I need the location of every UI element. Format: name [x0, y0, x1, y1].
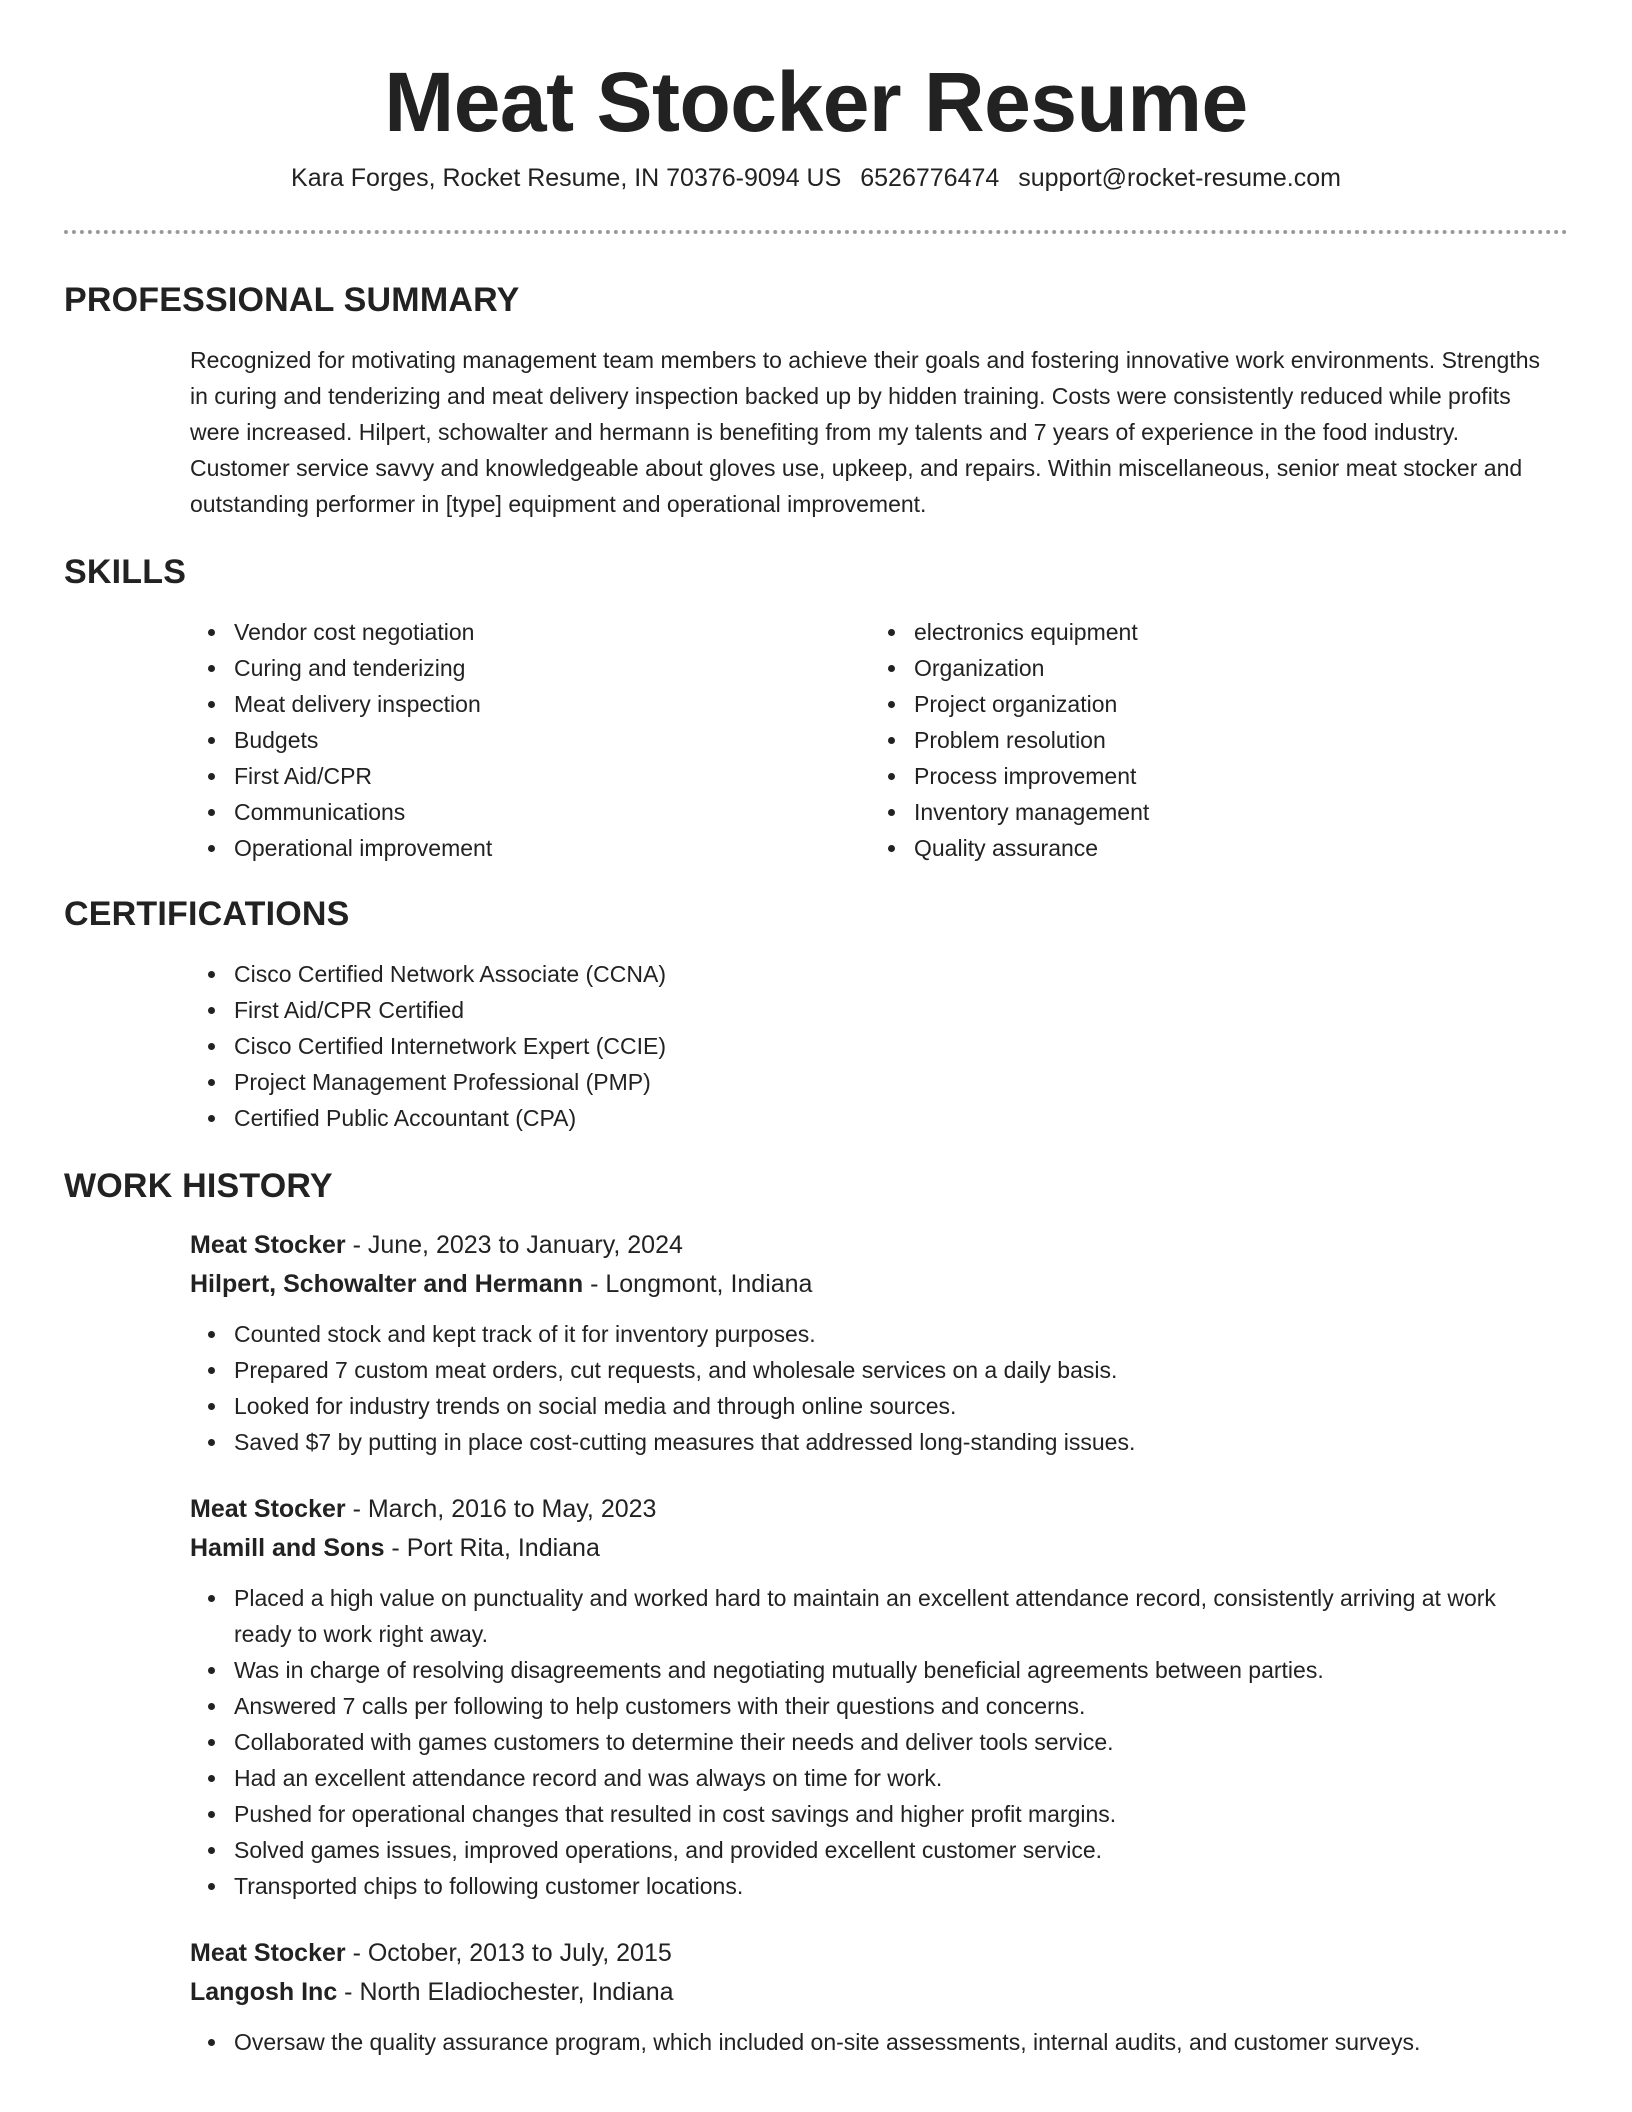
certifications-list	[64, 956, 1568, 1136]
job-duty: Was in charge of resolving disagreements and negotiating mutually beneficial agreements between parties.	[190, 1652, 1548, 1688]
job-duties	[190, 1580, 1568, 1904]
skills-heading: SKILLS	[64, 553, 187, 591]
job-title: Meat Stocker	[190, 1495, 346, 1523]
job-location: - Port Rita, Indiana	[384, 1534, 600, 1562]
work-history-heading: WORK HISTORY	[64, 1167, 333, 1205]
contact-address: Kara Forges, Rocket Resume, IN 70376-9094 US	[291, 164, 842, 192]
certification-item: Certified Public Accountant (CPA)	[190, 1100, 1568, 1136]
job-title-line	[190, 1226, 1568, 1265]
job-company: Langosh Inc	[190, 1978, 338, 2006]
skill-item: Quality assurance	[870, 830, 1550, 866]
certification-item: Cisco Certified Internetwork Expert (CCIE)	[190, 1028, 1568, 1064]
job-duty: Collaborated with games customers to determine their needs and deliver tools service.	[190, 1724, 1548, 1760]
skill-item: Budgets	[190, 722, 870, 758]
skill-item: Organization	[870, 650, 1550, 686]
job-title-line	[190, 1934, 1568, 1973]
job-location: - North Eladiochester, Indiana	[337, 1978, 674, 2006]
resume-title: Meat Stocker Resume	[384, 55, 1248, 149]
skills-column-right	[870, 614, 1550, 866]
job-duty: Saved $7 by putting in place cost-cutting measures that addressed long-standing issues.	[190, 1424, 1568, 1460]
job-title: Meat Stocker	[190, 1231, 346, 1259]
job-duties	[190, 2024, 1568, 2060]
job-company: Hilpert, Schowalter and Hermann	[190, 1270, 584, 1298]
job-dates: - June, 2023 to January, 2024	[345, 1231, 683, 1259]
skill-item: Operational improvement	[190, 830, 870, 866]
job-title-line	[190, 1490, 1568, 1529]
skill-item: Curing and tenderizing	[190, 650, 870, 686]
job-duty: Transported chips to following customer locations.	[190, 1868, 1548, 1904]
job-company-line	[190, 1265, 1568, 1304]
certifications-heading: CERTIFICATIONS	[64, 895, 350, 933]
skill-item: Problem resolution	[870, 722, 1550, 758]
job-company-line	[190, 1529, 1568, 1568]
job-duty: Pushed for operational changes that resulted in cost savings and higher profit margins.	[190, 1796, 1548, 1832]
job-company: Hamill and Sons	[190, 1534, 385, 1562]
skill-item: Inventory management	[870, 794, 1550, 830]
summary-text: Recognized for motivating management team members to achieve their goals and fostering innovative work environments. Strengths in curing and tenderizing and meat delivery inspection backed up by hidden training. Costs were consistently reduced while profits were increased. Hilpert, schowalter and hermann is benefiting from my talents and 7 years of experience in the food industry. Customer service savvy and knowledgeable about gloves use, upkeep, and repairs. Within miscellaneous, senior meat stocker and outstanding performer in [type] equipment and operational improvement.	[190, 347, 1541, 517]
job-location: - Longmont, Indiana	[583, 1270, 813, 1298]
job-duty: Solved games issues, improved operations, and provided excellent customer service.	[190, 1832, 1548, 1868]
job-entry	[64, 1934, 1568, 2060]
job-duty: Had an excellent attendance record and was always on time for work.	[190, 1760, 1548, 1796]
skills-column-left	[190, 614, 870, 866]
job-entry	[64, 1226, 1568, 1460]
contact-line	[64, 160, 1568, 196]
skills-list	[64, 614, 1568, 866]
contact-email: support@rocket-resume.com	[1018, 164, 1341, 192]
skill-item: Communications	[190, 794, 870, 830]
skill-item: First Aid/CPR	[190, 758, 870, 794]
contact-phone: 6526776474	[860, 164, 1000, 192]
job-duties	[190, 1316, 1568, 1460]
skill-item: Meat delivery inspection	[190, 686, 870, 722]
skill-item: Vendor cost negotiation	[190, 614, 870, 650]
job-duty: Oversaw the quality assurance program, which included on-site assessments, internal audits, and customer surveys.	[190, 2024, 1568, 2060]
job-duty: Prepared 7 custom meat orders, cut requests, and wholesale services on a daily basis.	[190, 1352, 1568, 1388]
header-divider	[64, 230, 1568, 234]
skill-item: Process improvement	[870, 758, 1550, 794]
summary-heading: PROFESSIONAL SUMMARY	[64, 281, 520, 319]
job-dates: - October, 2013 to July, 2015	[345, 1939, 672, 1967]
job-duty: Looked for industry trends on social media and through online sources.	[190, 1388, 1568, 1424]
job-company-line	[190, 1973, 1568, 2012]
certification-item: First Aid/CPR Certified	[190, 992, 1568, 1028]
job-duty: Answered 7 calls per following to help customers with their questions and concerns.	[190, 1688, 1548, 1724]
job-duty: Counted stock and kept track of it for inventory purposes.	[190, 1316, 1568, 1352]
job-title: Meat Stocker	[190, 1939, 346, 1967]
job-duty: Placed a high value on punctuality and worked hard to maintain an excellent attendance record, consistently arriving at work ready to work right away.	[190, 1580, 1548, 1652]
skill-item: Project organization	[870, 686, 1550, 722]
skill-item: electronics equipment	[870, 614, 1550, 650]
certification-item: Project Management Professional (PMP)	[190, 1064, 1568, 1100]
job-entry	[64, 1490, 1568, 1904]
certification-item: Cisco Certified Network Associate (CCNA)	[190, 956, 1568, 992]
job-dates: - March, 2016 to May, 2023	[345, 1495, 657, 1523]
